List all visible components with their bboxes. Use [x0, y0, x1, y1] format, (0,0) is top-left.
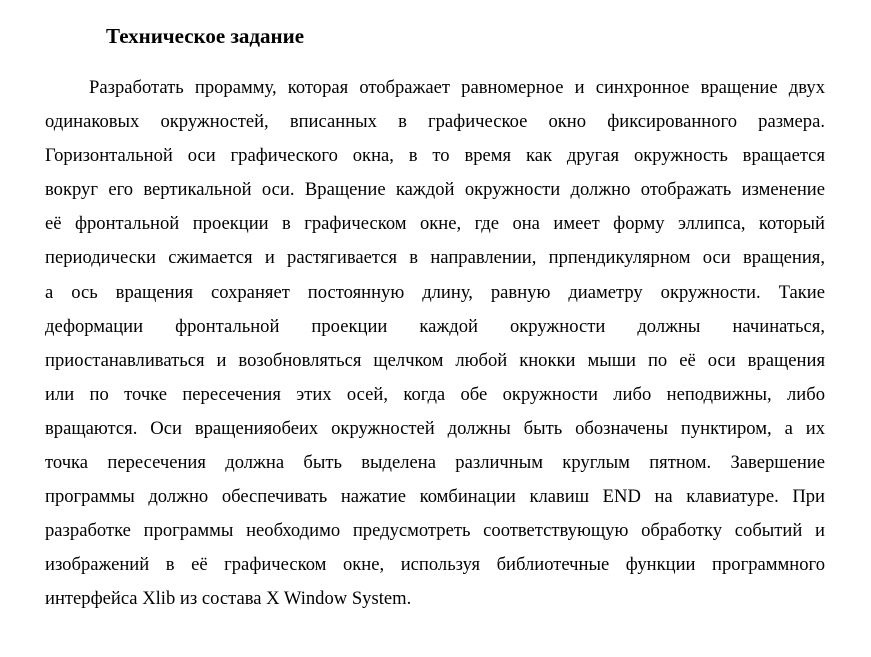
paragraph-line: вращаются. Оси вращенияобеих окружностей должны быть обозначены пунктиром, а их: [45, 417, 825, 439]
document-paragraph: [45, 71, 825, 617]
paragraph-line: её фронтальной проекции в графическом окне, где она имеет форму эллипса, который: [45, 213, 825, 235]
paragraph-line: разработке программы необходимо предусмотреть соответствующую обработку событий и: [45, 520, 825, 542]
paragraph-line: интерфейса Xlib из состава X Window System.: [45, 588, 412, 610]
paragraph-line: одинаковых окружностей, вписанных в графическое окно фиксированного размера.: [45, 111, 825, 133]
paragraph-line: изображений в её графическом окне, используя библиотечные функции программного: [45, 554, 825, 576]
paragraph-line: Горизонтальной оси графического окна, в то время как другая окружность вращается: [45, 145, 825, 167]
paragraph-line: точка пересечения должна быть выделена различным круглым пятном. Завершение: [45, 452, 825, 474]
paragraph-line: периодически сжимается и растягивается в направлении, прпендикулярном оси вращения,: [45, 247, 825, 269]
paragraph-line: а ось вращения сохраняет постоянную длину, равную диаметру окружности. Такие: [45, 281, 825, 303]
paragraph-line: программы должно обеспечивать нажатие комбинации клавиш END на клавиатуре. При: [45, 486, 825, 508]
paragraph-line: приостанавливаться и возобновляться щелчком любой кнокки мыши по её оси вращения: [45, 349, 825, 371]
paragraph-line: вокруг его вертикальной оси. Вращение каждой окружности должно отображать изменение: [45, 179, 825, 201]
paragraph-line: Разработать прорамму, которая отображает равномерное и синхронное вращение двух: [89, 77, 825, 98]
paragraph-line: или по точке пересечения этих осей, когда обе окружности либо неподвижны, либо: [45, 383, 825, 405]
document-title: Техническое задание: [106, 24, 305, 48]
paragraph-line: деформации фронтальной проекции каждой окружности должны начинаться,: [45, 315, 825, 337]
